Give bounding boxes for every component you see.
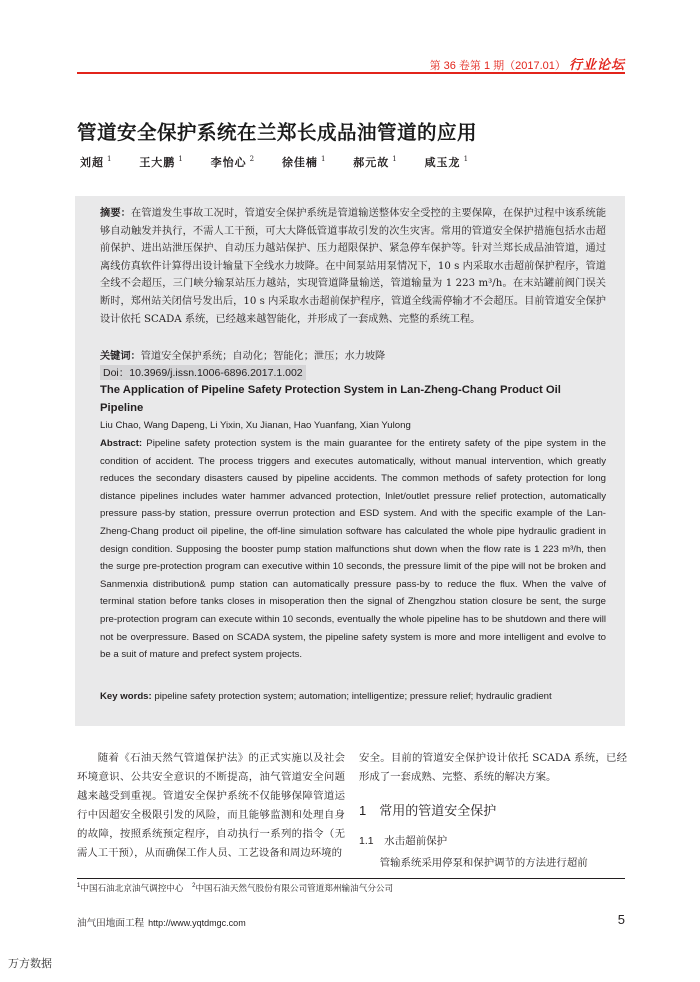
affiliation-footnote: $^1$中国石油北京油气调控中心 $^2$中国石油天然气股份有限公司管道郑州输油气分公司 bbox=[77, 883, 394, 893]
watermark: 万方数据 bbox=[8, 958, 52, 970]
abstract-label: 摘要： bbox=[100, 207, 131, 219]
author: 王大鹏 $^1$ bbox=[139, 155, 184, 169]
abstract-text: Pipeline safety protection system is the main guarantee for the entirety safety of the pipe system in the condition of accident. The process triggers and executes automatically, without manual intervention, which greatly reduces the secondary disasters caused by pipeline accidents. The common methods of safety protection for long distance pipelines includes water hammer advanced protection, Inlet/outlet pressure relief protection, automatically pressure pass-by station, pressure overrun protection and ESD system. And with the specific example of the Lan-Zheng-Chang product oil pipeline, the off-line simulation software has calculated the whole pipe hydraulic gradient in design condition. Supposing the booster pump station malfunctions shut down when the flow rate is 1 223 m³/h, then the surge pre-protection program can executive within 10 seconds, the pressure limit of the pipe will not be broken and Sanmenxia distribution& pump station can automatically pressure pass-by to reduce the flux. When the valve of terminal station before tanks closes in misoperation then the signal of Zhengzhou station closure be sent, the surge pre-protection program can execute within 10 seconds, eventually the whole pipeline has to be shutdown and there will not be overpressure. Based on SCADA system, the pipeline safety system is more and more intelligent and evolve to be a suit of mature and prefect system projects. bbox=[100, 438, 606, 661]
journal-header bbox=[77, 48, 625, 78]
author: 徐佳楠 $^1$ bbox=[281, 155, 327, 169]
english-keywords bbox=[100, 688, 606, 706]
column-name: 行业论坛 bbox=[568, 57, 625, 72]
author: 郝元故 $^1$ bbox=[353, 155, 398, 169]
body-right-paragraph: 安全。目前的管道安全保护设计依托 SCADA 系统，已经形成了一套成熟、完整、系统的解决方案。 bbox=[359, 752, 627, 783]
keywords-text: 管道安全保护系统；自动化；智能化；泄压；水力坡降 bbox=[140, 351, 386, 362]
keywords-label: Key words: bbox=[100, 691, 152, 702]
keywords-text: pipeline safety protection system; automation; intelligentize; pressure relief; hydraulic gradient bbox=[154, 691, 552, 702]
page-number: 5 bbox=[617, 912, 625, 927]
author: 李怡心 $^2$ bbox=[210, 155, 256, 169]
journal-issue: 第 36 卷第 1 期（2017.01） bbox=[429, 60, 566, 72]
author-list bbox=[80, 154, 491, 170]
english-authors: Liu Chao, Wang Dapeng, Li Yixin, Xu Jianan, Hao Yuanfang, Xian Yulong bbox=[100, 420, 411, 431]
paper-title: 管道安全保护系统在兰郑长成品油管道的应用 bbox=[77, 121, 478, 144]
footnote-rule bbox=[77, 878, 625, 879]
keywords-label: 关键词： bbox=[100, 350, 141, 362]
subsection-heading: 1.1 水击超前保护 bbox=[359, 835, 448, 847]
author: 刘超 $^1$ bbox=[80, 155, 113, 169]
abstract-label: Abstract: bbox=[100, 438, 143, 449]
body-left-paragraph: 随着《石油天然气管道保护法》的正式实施以及社会环境意识、公共安全意识的不断提高，油气管道安全问题越来越受到重视。管道安全保护系统不仅能够保障管道运行中因超安全极限引发的风险，而且能够监测和处理自身的故障，按照系统预定程序，自动执行一系列的指令（无需人工干预），从而确保工作人员、工艺设备和周边环境的 bbox=[77, 752, 345, 859]
journal-name: 油气田地面工程 bbox=[77, 918, 145, 929]
section-heading: 1 常用的管道安全保护 bbox=[359, 803, 497, 818]
footer-journal bbox=[77, 915, 246, 929]
english-abstract bbox=[100, 435, 606, 664]
header-rule bbox=[77, 72, 625, 74]
body-right-paragraph: 管输系统采用停泵和保护调节的方法进行超前 bbox=[379, 857, 588, 869]
chinese-keywords bbox=[100, 347, 385, 362]
journal-url[interactable]: http://www.yqtdmgc.com bbox=[148, 918, 246, 928]
doi[interactable]: Doi：10.3969/j.issn.1006-6896.2017.1.002 bbox=[100, 365, 306, 380]
author: 咸玉龙 $^1$ bbox=[424, 155, 470, 169]
abstract-text: 在管道发生事故工况时，管道安全保护系统是管道输送整体安全受控的主要保障，在保护过程中该系统能够自动触发并执行，不需人工干预，可大大降低管道事故引发的次生灾害。常用的管道安全保护措施包括水击超前保护、进出站泄压保护、自动压力越站保护、压力超限保护、紧急停车保护等。针对兰郑长成品油管道，通过离线仿真软件计算得出设计输量下全线水力坡降。在中间泵站用泵情况下，10 s 内采取水击超前保护程序，管道全线不会超压，三门峡分输泵站压力越站，实现管道降量输送，管道输量为 1 223 m³/h。在末站罐前阀门误关断时，郑州站关闭信号发出后，10 s 内采取水击超前保护程序，管道全线需停输才不会超压。目前管道安全保护设计依托 SCADA 系统，已经越来越智能化，并形成了一套成熟、完整的系统工程。 bbox=[100, 208, 607, 325]
english-title: The Application of Pipeline Safety Protection System in Lan-Zheng-Chang Product Oil Pipeline bbox=[100, 384, 561, 414]
journal-issue-info bbox=[430, 54, 625, 73]
chinese-abstract bbox=[100, 205, 606, 328]
